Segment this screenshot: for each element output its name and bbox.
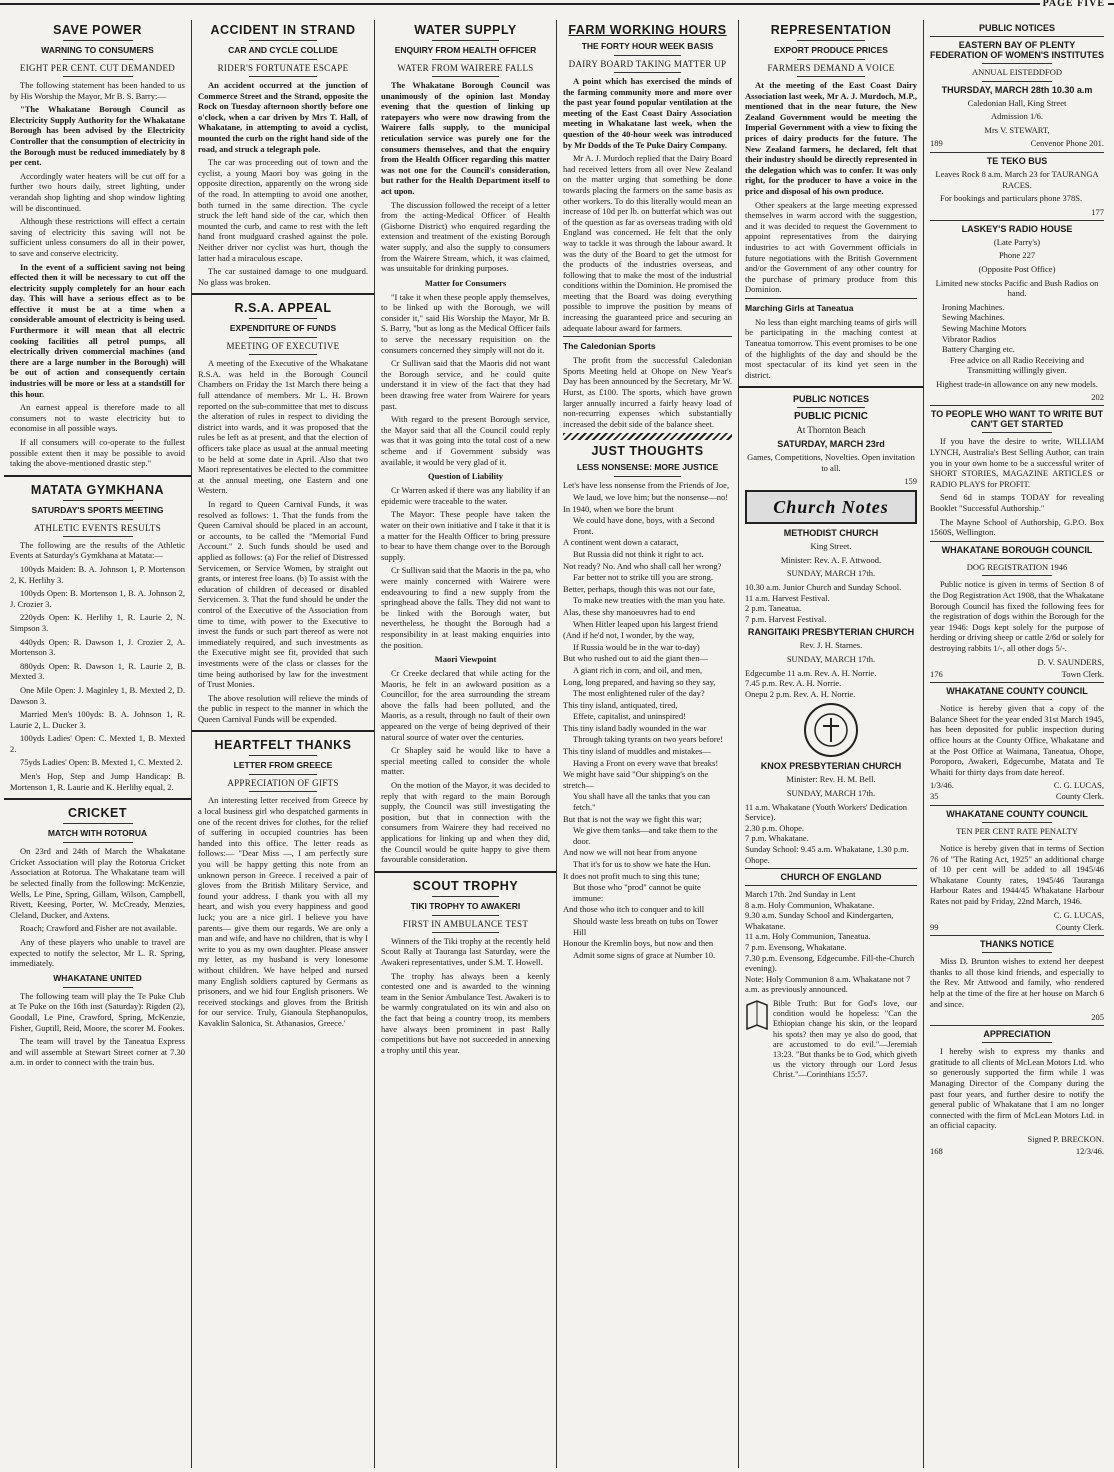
paragraph: On 23rd and 24th of March the Whakatane Cricket Association will play the Rotorua Cricket Association at Rotorua. The Whakatane team will be selected finally from the following: McKenzie, Wells, Le Pine, Spring, Gillam, Wilson, Campbell, Rivett, Keesing, Porter, W. McCready, Menzies, Cleland, Ducker, and Axtens.	[10, 846, 185, 920]
headline: WATER SUPPLY	[414, 23, 517, 37]
notice-role: County Clerk.	[1055, 790, 1104, 801]
service-line: 2 p.m. Taneatua.	[745, 603, 802, 614]
article-caledonian	[563, 341, 732, 429]
headline: MATATA GYMKHANA	[30, 482, 165, 497]
service-date: SUNDAY, MARCH 17th.	[786, 787, 876, 798]
kicker: ENQUIRY FROM HEALTH OFFICER	[394, 45, 537, 55]
service-line: 8 a.m. Holy Communion, Whakatane.	[745, 899, 875, 910]
top-rule	[0, 0, 1114, 7]
notice-text: (Opposite Post Office)	[978, 263, 1056, 274]
poem-line: Let's have less nonsense from the Friends of Joe,	[563, 480, 730, 491]
notice-number: 205	[1091, 1012, 1104, 1023]
article-water-supply	[381, 23, 550, 865]
poem-line: We might have said "Our shipping's on the stretch—	[563, 769, 709, 790]
paragraph: Accordingly water heaters will be cut off for a further two hours daily, street lighting, under verandah shop lighting and shop window lighting will be discontinued.	[10, 170, 185, 213]
headline: SAVE POWER	[53, 23, 142, 37]
poem-line: But Russia did not think it right to act.	[573, 548, 704, 559]
service-line: 7.30 p.m. Evensong, Edgecumbe. Fill-the-Church evening).	[745, 952, 915, 974]
article-scout-trophy	[381, 879, 550, 1056]
section-heading: PUBLIC NOTICES	[792, 394, 869, 405]
paragraph: 100yds Maiden: B. A. Johnson 1, P. Mortenson 2, K. Herlihy 3.	[10, 563, 185, 585]
service-date: SUNDAY, MARCH 17th.	[786, 568, 876, 579]
church-seal-icon	[804, 703, 858, 757]
notice-number: 35	[930, 790, 939, 801]
notice-text: I hereby wish to express my thanks and gratitude to all clients of McLean Motors Ltd. who so generously supported the firm while I was Managing Director of the Company during the past four years, and further desire to notify the general public of Whakatane that I am no longer connected with the firm of McLean Motors Ltd. in an official capacity.	[930, 1046, 1104, 1131]
poem-line: This tiny island badly wounded in the war	[563, 722, 707, 733]
poem-line: The most enlightened ruler of the day?	[573, 688, 705, 699]
kicker: EXPORT PRODUCE PRICES	[774, 45, 888, 55]
notice-contact: Mrs V. STEWART,	[984, 124, 1050, 135]
subheading: Maori Viewpoint	[434, 654, 497, 665]
column-6	[924, 20, 1110, 1468]
poem	[563, 480, 732, 960]
subhead: DAIRY BOARD TAKING MATTER UP	[568, 59, 727, 69]
notice-signer: C. G. LUCAS,	[1053, 909, 1104, 920]
notice-public-picnic	[745, 394, 917, 486]
knox-church	[745, 761, 917, 865]
article-save-power	[10, 23, 185, 469]
list-item: Sewing Machine Motors	[942, 322, 1027, 333]
notice-number: 189	[930, 138, 943, 149]
poem-line: And those who itch to conquer and to kill	[563, 904, 705, 915]
article-just-thoughts	[563, 444, 732, 960]
decorative-rule	[563, 433, 732, 440]
kicker: CAR AND CYCLE COLLIDE	[228, 45, 338, 55]
paragraph: Mr A. J. Murdoch replied that the Dairy Board had received letters from all over New Zealand on the matter urging that something be done towards placing the farmers on the same basis as other workers. To do this literally would mean an increase of 10d per lb. on butterfat which was out of the question as far as overseas trading with old England was concerned. He felt that the only way to tackle it was through the labour award. It was the duty of the Board to get the utmost for the products of the industries overseas, and following that to make the most of the industrial conditions within the Dominion. He promised the meeting that the Board was doing everything possible to improve the position by means of increasing the guaranteed price and securing an adequate labour award for farmers.	[563, 153, 732, 333]
notice-title: TO PEOPLE WHO WANT TO WRITE BUT CAN'T GET STARTED	[930, 409, 1104, 430]
paragraph: One Mile Open: J. Maginley 1, B. Mexted 2, D. Dawson 3.	[10, 684, 185, 706]
paragraph: The trophy has always been a keenly contested one and is awarded to the winning team in the Senior Ambulance Test. Awakeri is to be warmly congratulated on its win and also on the fact that being a country troop, its members have always been prominent in past Rally competitions but have not succeeded in annexing a trophy until this year.	[381, 970, 550, 1055]
kicker: LESS NONSENSE: MORE JUSTICE	[576, 462, 719, 473]
church-minister: Rev. J. H. Starnes.	[799, 640, 863, 651]
notice-text: Notice is hereby given that in terms of Section 76 of "The Rating Act, 1925" an additional charge of 10 per cent will be added to all 1945/46 Whakatane County rates, 1945/46 Tauranga Harbour Rates and 1944/45 Whakatane Harbour Rates not paid by Friday, 22nd March, 1946.	[930, 843, 1104, 907]
paragraph: Men's Hop, Step and Jump Handicap: B. Mortenson 1, R. Laurie and K. Herlihy equal, 2.	[10, 771, 185, 792]
poem-line: We could have done, boys, with a Second Front.	[573, 515, 715, 536]
notice-text: Public notice is given in terms of Section 8 of the Dog Registration Act 1908, that the Whakatane Borough Council has fixed the following fees for the registration of dogs within the Borough for the year 1946: Dogs kept solely for the purpose of herding or driving sheep or cattle 2/6d or solely for destroying rabbits 1/-, all other dogs 5/-.	[930, 579, 1104, 653]
notice-number: 176	[930, 668, 943, 679]
service-line: Sunday School: 9.45 a.m. Whakatane, 1.30 p.m. Ohope.	[745, 843, 909, 865]
subheading: Marching Girls at Taneatua	[745, 302, 854, 313]
notice-appreciation	[930, 1029, 1104, 1156]
headline: HEARTFELT THANKS	[214, 738, 352, 753]
church-minister: Minister: Rev. A. F. Attwood.	[780, 554, 882, 565]
notice-text: The Mayne School of Authorship, G.P.O. Box 1560S, Wellington.	[930, 516, 1104, 538]
subhead: RIDER'S FORTUNATE ESCAPE	[217, 63, 349, 73]
poem-line: Effete, capitalist, and uninspired!	[573, 711, 686, 722]
poem-line: Far better not to strike till you are strong.	[573, 572, 713, 583]
paragraph: At the meeting of the East Coast Dairy Association last week, Mr A. J. Murdoch, M.P., mentioned that in the near future, the New Zealand Government would be meeting the Imperial Government with a view to fixing the prices of dairy products for the future. The New Zealand farmers, he declared, felt that their industry should be directly represented in the delegation which was to confer. It was only right, for the producer to have a voice in the price and disposal of his own produce.	[745, 80, 917, 196]
poem-line: Alas, these shy manoeuvres had to end	[563, 606, 695, 617]
kicker: EXPENDITURE OF FUNDS	[229, 323, 337, 334]
paragraph: On the motion of the Mayor, it was decided to reply that with regard to the main Borough supply, the Council was still investigating the position, but that in connection with the consumers from Wairere they had received no applications for linking up and when they did, the Council would be quite happy to give them favourable consideration.	[381, 780, 550, 865]
poem-line: But those who "prod" cannot be quite immune:	[573, 882, 701, 903]
columns	[4, 20, 1110, 1468]
subhead: WATER FROM WAIRERE FALLS	[397, 63, 534, 73]
paragraph: Cr Warren asked if there was any liability if an epidemic were traceable to the water.	[381, 485, 550, 506]
notice-title: APPRECIATION	[983, 1029, 1051, 1040]
church-notes-banner: Church Notes	[745, 490, 917, 524]
notice-number: 168	[930, 1145, 943, 1156]
church-minister: Minister: Rev. H. M. Bell.	[786, 774, 876, 785]
paragraph: An earnest appeal is therefore made to all consumers not to waste electricity but to economise in all possible ways.	[10, 402, 185, 434]
notice-number: 202	[1091, 392, 1104, 403]
notice-signer: D. V. SAUNDERS,	[1037, 656, 1104, 667]
poem-line: A giant rich in corn, and oil, and men,	[573, 664, 703, 675]
notice-text: For bookings and particulars phone 378S.	[940, 193, 1083, 204]
notice-title: WHAKATANE COUNTY COUNCIL	[946, 686, 1088, 697]
church-of-england	[745, 872, 917, 995]
paragraph: If all consumers will co-operate to the fullest possible extent then it may be possible to avoid taking the above-mentioned drastic step."	[10, 437, 185, 469]
service-line: 7.45 p.m. Rev. A. H. Norrie.	[745, 678, 842, 689]
kicker: SATURDAY'S SPORTS MEETING	[31, 504, 164, 515]
poem-line: This tiny island of muddles and mistakes—	[563, 746, 711, 757]
subhead: ATHLETIC EVENTS RESULTS	[33, 522, 162, 533]
notice-role: Town Clerk.	[1061, 668, 1104, 679]
poem-line: In 1940, when we bore the brunt	[563, 503, 674, 514]
notice-text: Limited new stocks Pacific and Bush Radios on hand.	[935, 277, 1099, 299]
bible-icon	[745, 999, 769, 1033]
notice-county-balance	[930, 686, 1104, 801]
poem-line: Honour the Kremlin boys, but now and then	[563, 938, 714, 949]
notice-signer: Signed P. BRECKON.	[1027, 1133, 1104, 1144]
subheading: Question of Liability	[427, 471, 504, 482]
headline: FARM WORKING HOURS	[568, 23, 727, 37]
poem-line: That it's for us to show we hate the Hun.	[573, 859, 711, 869]
service-line: Edgecumbe 11 a.m. Rev. A. H. Norrie.	[745, 667, 877, 678]
paragraph: A point which has exercised the minds of the farming community more and more over the past year found popular ventilation at the meeting of the East Coast Dairy Association meeting in Whakatane last week, when the question of the 40-hour week was introduced by Mr Dodds of the Te Puke Dairy Company.	[563, 76, 732, 150]
notice-title: LASKEY'S RADIO HOUSE	[961, 223, 1073, 234]
article-representation	[745, 23, 917, 295]
paragraph: In regard to Queen Carnival Funds, it was resolved as follows: 1. That the funds from the Queen Carnival should be placed in an account, or accounts, to be called the "Memorial Fund Account." 2. Such funds should be used and applied as follows: (a) For the relief of Distressed Servicemen, or Service Women, by straight out grants, or interest free loans. (b) To assist with the education of children of deceased or disabled Servicemen. 3. That the fund should be under the control of the Executive of the Association from time to time, with power to the Executive to invest the funds or such part thereof as were not immediately required, and such investments as the Executive might see fit, provided that such investments were of the class or classes for the time being authorised by law for the investment of Trust Monies.	[198, 499, 368, 690]
paragraph: The profit from the successful Caledonian Sports Meeting held at Ohope on New Year's Day has been announced by the Secretary, Mr W. Hurst, as £100. The sports, which have grown larger annually incurred a fairly heavy load of non-recurring expenses which substantially increased the debit side of the balance sheet.	[563, 355, 732, 429]
notice-text: Leaves Rock 8 a.m. March 23 for TAURANGA RACES.	[935, 168, 1099, 190]
poem-line: Having a Front on every wave that breaks!	[573, 757, 719, 768]
notice-title: EASTERN BAY OF PLENTY FEDERATION OF WOMEN'S INSTITUTES	[930, 40, 1104, 60]
notice-number: 177	[1091, 206, 1104, 217]
paragraph: Cr Sullivan said that the Maoris in the pa, who were mainly concerned with Wairere were endeavouring to find a new supply from the springhead above the falls. They did not want to be linked with the Borough water, but nevertheless, he thought the Borough had a responsibility in at least making enquiries into the position.	[381, 565, 550, 650]
poem-line: It does not profit much to sing this tune;	[563, 870, 700, 881]
list-item: Vibrator Radios	[942, 333, 997, 344]
notice-writers	[930, 409, 1104, 537]
column-2	[192, 20, 375, 1468]
paragraph: The discussion followed the receipt of a letter from the acting-Medical Officer of Health (Gisborne District) who enquired regarding the extension and treatment of the existing Borough water supply, and also the supply to consumers from the Wairere Stream, which, it was claimed, was unsuitable for drinking purposes.	[381, 199, 550, 274]
notice-text: Highest trade-in allowance on any new models.	[936, 378, 1098, 389]
service-line: 7 p.m. Evensong, Whakatane.	[745, 942, 847, 953]
list-item: Battery Charging etc.	[942, 344, 1015, 355]
article-farm-hours	[563, 23, 732, 333]
notice-detail: Games, Competitions, Novelties. Open invitation to all.	[747, 452, 915, 473]
headline: R.S.A. APPEAL	[234, 301, 332, 316]
service-line: 9.30 a.m. Sunday School and Kindergarten, Whakatane.	[745, 910, 894, 931]
poem-line: But who rushed out to aid the giant then—	[563, 653, 708, 664]
paragraph: Winners of the Tiki trophy at the recently held Scout Rally at Tauranga last Saturday, were the Awakeri representatives, under S.M. T. Howell.	[381, 935, 550, 967]
page-label: PAGE FIVE	[1040, 0, 1108, 8]
paragraph: The following team will play the Te Puke Club at Te Puke on the 16th inst (Saturday): Rigden (2), Goodall, Le Pine, Crawford, Spring, McKenzie, Fisher, Guptill, Reid, Moore, the scorer M. Fookes.	[10, 990, 185, 1033]
kicker: WARNING TO CONSUMERS	[41, 45, 154, 55]
service-line: 10.30 a.m. Junior Church and Sunday School.	[745, 582, 902, 592]
poem-line: To make new treaties with the man you hate.	[573, 595, 726, 606]
poem-line: But that is not the way we fight this war;	[563, 813, 702, 824]
poem-line: This tiny island, antiquated, tired,	[563, 699, 678, 710]
headline: ACCIDENT IN STRAND	[210, 23, 356, 37]
notice-text: If you have the desire to write, WILLIAM LYNCH, Australia's Best Selling Author, can train you in your own home to be a successful writer of SHORT STORIES, MAGAZINE ARTICLES or RADIO PLAYS for PROFIT.	[930, 436, 1104, 489]
paragraph: The above resolution will relieve the minds of the public in respect to the manner in which the Queen Carnival Funds will be expended.	[198, 692, 368, 724]
church-name: METHODIST CHURCH	[783, 528, 879, 539]
article-heartfelt-thanks	[198, 738, 368, 1028]
poem-line: Through taking tyrants on two years before!	[573, 734, 724, 745]
paragraph: 440yds Open: R. Dawson 1, J. Crozier 2, A. Mortenson 3.	[10, 636, 185, 658]
poem-line: When Hitler leaped upon his largest friend	[573, 618, 718, 629]
notice-role: County Clerk.	[1055, 921, 1104, 932]
notice-phone: Phone 227	[998, 250, 1036, 261]
notice-title: TE TEKO BUS	[986, 155, 1048, 166]
subhead: MEETING OF EXECUTIVE	[226, 341, 340, 352]
paragraph: 220yds Open: K. Herlihy 1, R. Laurie 2, N. Simpson 3.	[10, 612, 185, 633]
notice-admission: Admission 1/6.	[991, 111, 1043, 122]
notice-place: At Thornton Beach	[796, 425, 866, 436]
notice-sub: TEN PER CENT RATE PENALTY	[956, 825, 1078, 836]
article-rsa	[198, 301, 368, 724]
subhead: APPRECIATION OF GIFTS	[227, 778, 339, 789]
service-line: Note: Holy Communion 8 a.m. Whakatane not 7 a.m. as previously announced.	[745, 973, 911, 995]
notice-text: Send 6d in stamps TODAY for revealing Booklet "Successful Authorship."	[930, 492, 1104, 514]
paragraph: The Whakatane Borough Council was unanimously of the opinion last Monday evening that the question of linking up ratepayers who were now drawing from the Wairere falls supply, to the municipal reticulation service was purely one for the consumers themselves, and that the enquiry from the Health Officer regarding this matter was not one for the Council's consideration, but rather for the Health Department itself to act upon.	[381, 80, 550, 196]
poem-line: We give them tanks—and take them to the door.	[573, 825, 718, 846]
paragraph: No less than eight marching teams of girls will be participating in the maching contest at Taneatua tomorrow. This event promises to be one of the highlights of the day and should be the most spectacular of its kind yet seen in the district.	[745, 316, 917, 380]
paragraph: "The Whakatane Borough Council as Electricity Supply Authority for the Whakatane Borough has been advised by the Electricity Controller that the consumption of electricity in the Borough must be reduced immediately by 8 per cent.	[10, 104, 185, 168]
paragraph: 75yds Ladies' Open: B. Mexted 1, C. Mexted 2.	[20, 757, 183, 768]
paragraph: Married Men's 100yds: B. A. Johnson 1, R. Laurie 2, L. Ducker 3.	[10, 709, 185, 730]
service-line: 11 a.m. Whakatane (Youth Workers' Dedication Service).	[745, 801, 907, 823]
service-line: 11 a.m. Holy Communion, Taneatua.	[745, 931, 871, 942]
methodist-church	[745, 528, 917, 624]
notice-text: Notice is hereby given that a copy of the Balance Sheet for the year ended 31st March 1945, has been deposited for public inspection during office hours at the County Office, Whakatane and at the Post Office at Waimana, Taneatua, Ohope, Poroporo, Awakeri, Edgecumbe, Matata and Te Whaiti for thirty days from date hereof.	[930, 703, 1104, 777]
notice-te-teko-bus	[930, 156, 1104, 217]
article-cricket	[10, 806, 185, 1068]
notice-date: 1/3/46.	[930, 780, 954, 791]
poem-line: Not ready? No. And who shall call her wrong?	[563, 560, 722, 571]
kicker: TIKI TROPHY TO AWAKERI	[410, 900, 521, 911]
column-5	[739, 20, 924, 1468]
paragraph: An interesting letter received from Greece by a local business girl who despatched garments in one of the recent drives for clothes, for the relief of suffering in occupied countries has been handed into this office. The letter reads as follows:— "Dear Miss —, I am perfectly sure you will be happy getting this note from an unknown person in Greece. I received a pair of gloves from the British Military Service, and found your address. I thank you with all my heart, and wish you every happiness and good luck; you are a nice girl. I believe you have parents— give them our regards. We are only a man and wife, and have no children, that is why I write to you as my own daughter. Please answer my letter, as my husband is very lonesome without children. We have helped and nursed many English soldiers captured by Germans as prisoners, and we hid four English prisoners. We received stockings and gloves from the British for our service. Truly, Gianoula Stephanopulos, Kavaklin Salonica, St. Athanasios, Greece.'	[198, 795, 368, 1028]
paragraph: Cr Shapley said he would like to have a special meeting called to consider the whole matter.	[381, 745, 550, 777]
paragraph: A meeting of the Executive of the Whakatane R.S.A. was held in the Borough Council Chambers on Friday the 1st March there being a full attendance of members. Mr L. H. Brown reported on the sub-committee that met to discuss the alteration of rules in respect to dividing the district into wards, and it was proposed that the rules be left as at present, and that the election of officers take place as usual at the annual meeting to be held at some date in April. Also that two Maori representatives be elected to the committee at the annual meeting, one Eastern and one Western.	[198, 358, 368, 496]
notice-laskey	[930, 224, 1104, 403]
paragraph: An accident occurred at the junction of Commerce Street and the Strand, opposite the Rock on Tuesday afternoon shortly before one o'clock, when a car driven by Mrs T. Hall, of Whakatane, in attempting to avoid a cyclist, mounted the curb on the right hand side of the road, and struck a telegraph pole.	[198, 80, 368, 154]
service-line: 11 a.m. Harvest Festival.	[745, 592, 830, 603]
notice-dog-registration	[930, 545, 1104, 679]
column-3	[375, 20, 557, 1468]
poem-line: If Russia would be in the war to-day)	[573, 641, 700, 652]
subheading: Matter for Consumers	[424, 277, 507, 288]
service-line: Onepu 2 p.m. Rev. A. H. Norrie.	[745, 688, 856, 699]
service-date: SUNDAY, MARCH 17th.	[786, 653, 876, 664]
notice-signer: C. G. LUCAS,	[1053, 780, 1104, 791]
paragraph: Cr Creeke declared that while acting for the Maoris, he felt in an awkward position as a Councillor, for the area surrounding the stream above the falls had been polluted, and the Maoris, as a result, through no fault of their own appeared on the verge of being deprived of their natural source of water over the centuries.	[381, 668, 550, 742]
paragraph: Any of these players who unable to travel are expected to notify the selector, Mr L. R. Spring, immediately.	[10, 937, 185, 969]
kicker: LETTER FROM GREECE	[233, 760, 333, 771]
rangitaiki-church	[745, 627, 917, 699]
column-1	[4, 20, 192, 1468]
notice-text: Miss D. Brunton wishes to extend her deepest thanks to all those kind friends, and especially to the Rev. Mr Attwood and family, who rendered help at the time of the fire at her house on March 6 and since.	[930, 956, 1104, 1009]
article-accident	[198, 23, 368, 287]
church-name: RANGITAIKI PRESBYTERIAN CHURCH	[747, 627, 915, 638]
paragraph: 100yds Ladies' Open: C. Mexted 1, B. Mexted 2.	[10, 733, 185, 754]
paragraph: 100yds Open: B. Mortenson 1, B. A. Johnson 2, J. Crozier 3.	[10, 588, 185, 609]
notice-title: THANKS NOTICE	[980, 939, 1054, 950]
notice-title: WHAKATANE COUNTY COUNCIL	[946, 808, 1088, 819]
paragraph: The team will travel by the Taneatua Express and will assemble at Stewart Street corner at 7.30 a.m. in order to connect with the train bus.	[10, 1036, 185, 1068]
poem-line: You shall have all the tanks that you can fetch."	[573, 791, 711, 813]
poem-line: And now we will not hear from anyone	[563, 847, 697, 858]
notice-number: 99	[930, 921, 939, 932]
subheading: The Caledonian Sports	[563, 341, 656, 352]
paragraph: The following are the results of the Athletic Events at Saturday's Gymkhana at Matata:—	[10, 539, 185, 561]
notice-thanks	[930, 939, 1104, 1022]
notice-place: Caledonian Hall, King Street	[967, 97, 1067, 108]
paragraph: With regard to the present Borough service, the Mayor said that all the Council could reply was that it was going into the total cost of a new scheme and if Government subsidy was available, it would be very glad of it.	[381, 414, 550, 467]
headline: JUST THOUGHTS	[591, 444, 704, 459]
paragraph: The Mayor: These people have taken the water on their own initiative and I take it that it is a matter for the Health Officer to bring pressure to bear to have them change over to the Borough supply.	[381, 509, 550, 562]
headline: SCOUT TROPHY	[412, 878, 519, 893]
headline: REPRESENTATION	[770, 23, 892, 37]
paragraph: Cr Sullivan said that the Maoris did not want the Borough service, and he could quite understand it in view of the fact that they had been drawing free water from Wairere for years past.	[381, 358, 550, 411]
paragraph: "I take it when these people apply themselves, to be linked up with the Borough, we will consider it," said His Worship the Mayor, Mr B. S. Barry, "but as long as the Medical Officer fails to serve the necessary requisition on the consumers concerned they simply will not do it.	[381, 291, 550, 355]
paragraph: 880yds Open: R. Dawson 1, R. Laurie 2, B. Mexted 3.	[10, 660, 185, 682]
bible-text: Bible Truth: But for God's love, our condition would be hopeless: "Can the Ethiopian change his skin, or the leopard his spots? then may ye also do good, that are accustomed to do evil."—Jeremiah 13:23. "But thanks be to God, which giveth us the victory through our Lord Jesus Christ."—Corinthians 15:57.	[773, 999, 917, 1080]
church-street: King Street.	[810, 541, 852, 552]
notice-text: Free advice on all Radio Receiving and Transmitting willingly given.	[949, 354, 1085, 376]
notice-sub: (Late Parry's)	[993, 236, 1041, 247]
service-line: March 17th. 2nd Sunday in Lent	[745, 889, 856, 900]
notice-title: PUBLIC PICNIC	[794, 411, 868, 423]
notice-county-penalty	[930, 809, 1104, 933]
notice-title: WHAKATANE BOROUGH COUNCIL	[941, 544, 1093, 555]
service-line: 7 p.m. Whakatane.	[745, 833, 809, 844]
notice-eisteddfod	[930, 40, 1104, 149]
poem-line: Admit some signs of grace at Number 10.	[573, 949, 716, 960]
list-item: Ironing Machines.	[942, 301, 1005, 312]
paragraph: The car was proceeding out of town and the cyclist, a young Maori boy was going in the opposite direction, apparently on the wrong side of the road. In attempting to avoid one another, both turned in the same direction. The cycle struck the left hand side of the car, which then mounted the curb, and came to rest with the left hand front mudguard crashed against the pole. Neither driver nor cyclist was hurt, though the latter had a miraculous escape.	[198, 157, 368, 263]
notice-number: 159	[904, 476, 917, 487]
paragraph: In the event of a sufficient saving not being effected then it will be necessary to cut off the electricity supply completely for an hour each day. This will have a serious effect as to be effective it must be at a time when a considerable amount of electricity is being used. Furthermore it will mean that all electric cooking facilities all petrol pumps, all electrically driven commercial machines (and there are a large number in the Borough) will be out of action and consequently certain industries will be more or less at a standstill for this hour.	[10, 261, 185, 399]
notice-sub: DOG REGISTRATION 1946	[966, 561, 1068, 572]
poem-line: Better, perhaps, though this was not our fate,	[563, 583, 716, 594]
kicker: THE FORTY HOUR WEEK BASIS	[581, 41, 714, 51]
section-heading: PUBLIC NOTICES	[978, 23, 1055, 33]
kicker: WHAKATANE UNITED	[53, 972, 142, 983]
paragraph: The car sustained damage to one mudguard. No glass was broken.	[198, 266, 368, 287]
notice-date: THURSDAY, MARCH 28th 10.30 a.m	[941, 84, 1093, 95]
notice-sub: ANNUAL EISTEDDFOD	[971, 67, 1063, 77]
poem-line: We laud, we love him; but the nonsense—no!	[573, 492, 729, 502]
notice-phone: Cenvenor Phone 201.	[1030, 138, 1104, 149]
paragraph: Roach; Crawford and Fisher are not available.	[20, 923, 177, 934]
kicker: MATCH WITH ROTORUA	[47, 828, 148, 839]
subhead: FIRST IN AMBULANCE TEST	[402, 918, 529, 929]
church-name: KNOX PRESBYTERIAN CHURCH	[760, 761, 902, 772]
subhead: FARMERS DEMAND A VOICE	[767, 63, 895, 73]
poem-line: A continent went down a cataract,	[563, 537, 679, 548]
poem-line: Should waste less breath on tubs on Tower Hill	[573, 915, 718, 937]
service-line: 2.30 p.m. Ohope.	[745, 822, 805, 833]
notice-date: 12/3/46.	[1075, 1145, 1104, 1156]
poem-line: (And if he'd not, I wonder, by the way,	[563, 630, 695, 641]
church-name: CHURCH OF ENGLAND	[780, 872, 882, 883]
poem-line: Long, long prepared, and having so they say,	[563, 676, 716, 687]
service-line: 7 p.m. Harvest Festival.	[745, 613, 827, 624]
paragraph: Although these restrictions will effect a certain saving of electricity this saving will not be sufficient unless consumers do all in their power, to save and conserve electricity.	[10, 216, 185, 258]
paragraph: The following statement has been handed to us by His Worship the Mayor, Mr B. S. Barry:—	[10, 80, 185, 101]
list-item: Sewing Machines.	[942, 312, 1005, 323]
column-4	[557, 20, 739, 1468]
paragraph: Other speakers at the large meeting expressed themselves in warm accord with the suggestion, and it was decided to request the Government to appoint representatives from the dairying industries to act with Government officials in future negotiations with the British Government and/or the Government of any other country for the purchase of primary produce from this Dominion.	[745, 199, 917, 295]
subhead: EIGHT PER CENT. CUT DEMANDED	[19, 63, 176, 73]
notice-date: SATURDAY, MARCH 23rd	[777, 439, 885, 450]
bible-truth	[745, 999, 917, 1084]
article-marching-girls	[745, 303, 917, 381]
article-matata	[10, 483, 185, 792]
headline: CRICKET	[67, 806, 128, 821]
